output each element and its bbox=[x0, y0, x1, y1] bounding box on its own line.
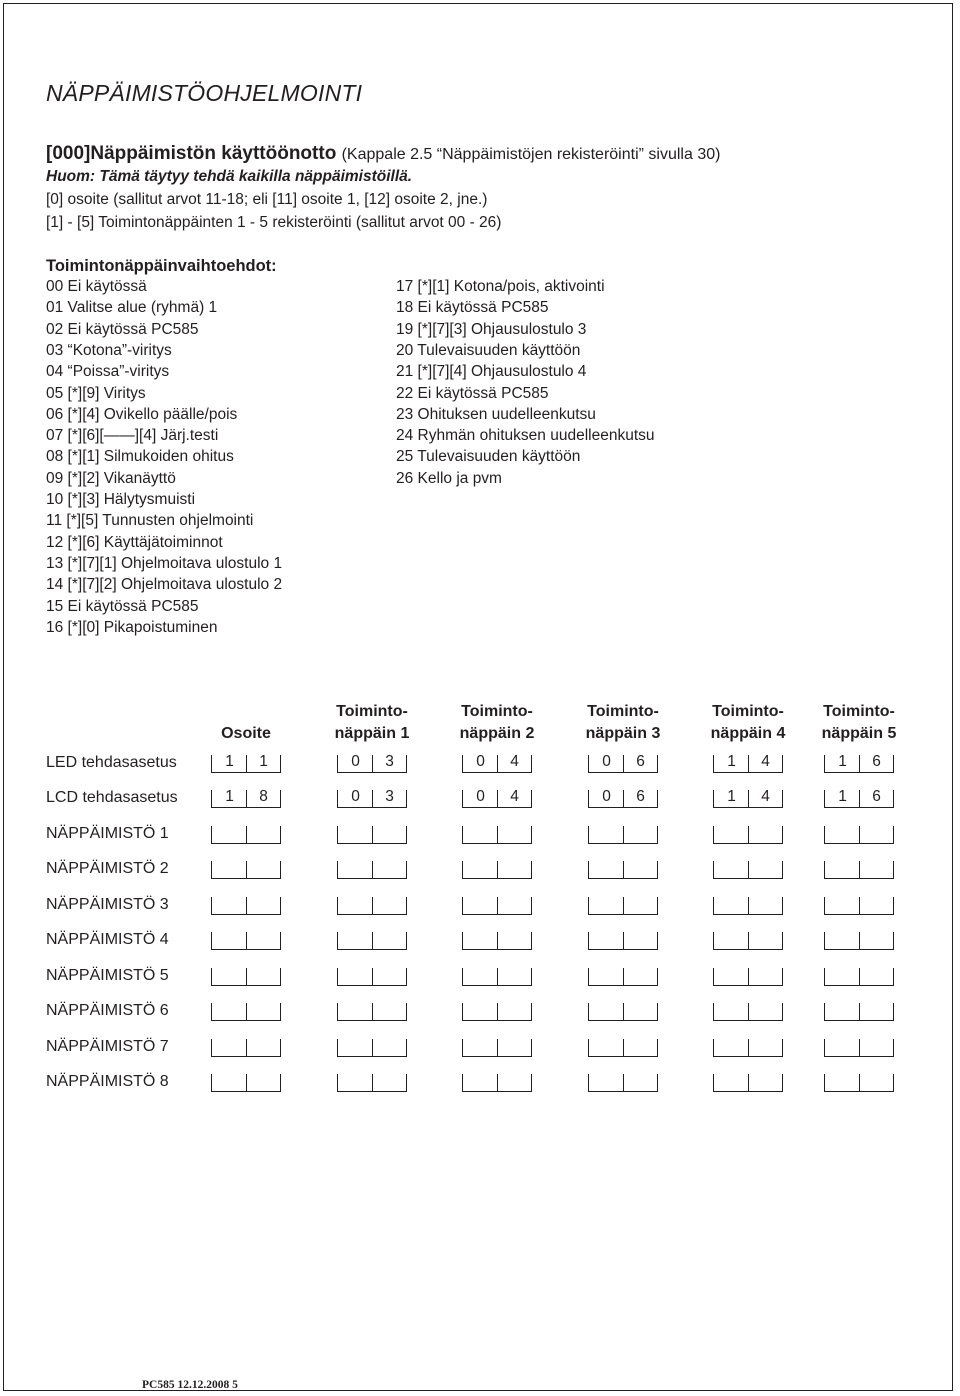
digit-slot[interactable] bbox=[713, 932, 749, 950]
digit-entry-field[interactable] bbox=[337, 1074, 407, 1092]
digit-value: 1 bbox=[838, 788, 847, 805]
digit-slot[interactable] bbox=[211, 826, 247, 844]
digit-entry-field[interactable] bbox=[337, 1003, 407, 1021]
digit-entry-field[interactable] bbox=[588, 968, 658, 986]
digit-slot[interactable] bbox=[824, 1074, 860, 1092]
digit-slot[interactable] bbox=[623, 790, 658, 808]
option-item: 22 Ei käytössä PC585 bbox=[396, 384, 549, 402]
digit-slot[interactable] bbox=[588, 1074, 624, 1092]
digit-slot[interactable] bbox=[211, 897, 247, 915]
digit-slot[interactable] bbox=[211, 1003, 247, 1021]
digit-slot[interactable] bbox=[824, 897, 860, 915]
digit-slot[interactable] bbox=[337, 1003, 373, 1021]
page-footer: PC585 12.12.2008 5 bbox=[142, 1379, 238, 1391]
options-heading: Toimintonäppäinvaihtoehdot: bbox=[46, 257, 277, 275]
section-note: Huom: Tämä täytyy tehdä kaikilla näppäimistöillä. bbox=[46, 168, 413, 185]
digit-slot[interactable] bbox=[246, 755, 281, 773]
digit-value: 6 bbox=[636, 788, 645, 805]
section-header bbox=[46, 143, 720, 165]
digit-slot[interactable] bbox=[859, 861, 894, 879]
digit-value: 0 bbox=[476, 753, 485, 770]
digit-slot[interactable] bbox=[859, 755, 894, 773]
digit-slot[interactable] bbox=[497, 1003, 532, 1021]
column-header-line2: näppäin 4 bbox=[710, 725, 786, 742]
digit-entry-field[interactable] bbox=[713, 861, 783, 879]
digit-slot[interactable] bbox=[748, 1003, 783, 1021]
digit-slot[interactable] bbox=[713, 861, 749, 879]
column-header bbox=[186, 701, 306, 745]
section-reference: (Kappale 2.5 “Näppäimistöjen rekisteröinti” sivulla 30) bbox=[341, 146, 721, 163]
option-item: 26 Kello ja pvm bbox=[396, 469, 502, 487]
option-item: 14 [*][7][2] Ohjelmoitava ulostulo 2 bbox=[46, 576, 283, 594]
digit-slot[interactable] bbox=[824, 826, 860, 844]
digit-slot[interactable] bbox=[588, 897, 624, 915]
column-header-line1 bbox=[186, 701, 306, 723]
digit-entry-field[interactable] bbox=[337, 932, 407, 950]
section-line-address: [0] osoite (sallitut arvot 11-18; eli [11] osoite 1, [12] osoite 2, jne.) bbox=[46, 191, 488, 208]
digit-slot[interactable] bbox=[462, 1074, 498, 1092]
digit-slot[interactable] bbox=[211, 1074, 247, 1092]
digit-slot[interactable] bbox=[497, 755, 532, 773]
digit-value: 0 bbox=[602, 788, 611, 805]
digit-slot[interactable] bbox=[859, 1039, 894, 1057]
page-title: NÄPPÄIMISTÖOHJELMOINTI bbox=[46, 80, 363, 106]
digit-entry-field[interactable] bbox=[462, 755, 532, 773]
digit-entry-field[interactable] bbox=[462, 1074, 532, 1092]
section-label: [000]Näppäimistön käyttöönotto bbox=[46, 143, 337, 164]
option-item: 18 Ei käytössä PC585 bbox=[396, 299, 549, 317]
option-item: 20 Tulevaisuuden käyttöön bbox=[396, 341, 581, 359]
digit-value: 0 bbox=[476, 788, 485, 805]
table-row-label: LED tehdasasetus bbox=[46, 754, 177, 771]
option-item: 02 Ei käytössä PC585 bbox=[46, 320, 199, 338]
digit-entry-field[interactable] bbox=[211, 826, 281, 844]
column-header-line1: Toiminto- bbox=[461, 703, 533, 720]
option-item: 13 [*][7][1] Ohjelmoitava ulostulo 1 bbox=[46, 554, 283, 572]
digit-entry-field[interactable] bbox=[588, 861, 658, 879]
digit-entry-field[interactable] bbox=[713, 1003, 783, 1021]
digit-value: 0 bbox=[351, 753, 360, 770]
column-header bbox=[688, 701, 808, 745]
column-header bbox=[799, 701, 919, 745]
option-item: 17 [*][1] Kotona/pois, aktivointi bbox=[396, 278, 605, 295]
digit-slot[interactable] bbox=[246, 932, 281, 950]
digit-entry-field[interactable] bbox=[588, 755, 658, 773]
digit-slot[interactable] bbox=[588, 1003, 624, 1021]
digit-slot[interactable] bbox=[748, 932, 783, 950]
option-item: 00 Ei käytössä bbox=[46, 278, 147, 295]
option-item: 21 [*][7][4] Ohjausulostulo 4 bbox=[396, 363, 587, 381]
digit-slot[interactable] bbox=[859, 790, 894, 808]
option-item: 04 “Poissa”-viritys bbox=[46, 363, 170, 381]
option-item: 19 [*][7][3] Ohjausulostulo 3 bbox=[396, 320, 587, 338]
column-header-line1: Toiminto- bbox=[587, 703, 659, 720]
digit-slot[interactable] bbox=[211, 1039, 247, 1057]
digit-entry-field[interactable] bbox=[824, 897, 894, 915]
digit-slot[interactable] bbox=[623, 826, 658, 844]
digit-slot[interactable] bbox=[337, 1074, 373, 1092]
digit-slot[interactable] bbox=[748, 790, 783, 808]
table-row-label: NÄPPÄIMISTÖ 4 bbox=[46, 931, 169, 948]
digit-slot[interactable] bbox=[372, 1039, 407, 1057]
digit-slot[interactable] bbox=[372, 932, 407, 950]
digit-entry-field[interactable] bbox=[337, 968, 407, 986]
digit-value: 6 bbox=[872, 788, 881, 805]
digit-entry-field[interactable] bbox=[462, 968, 532, 986]
table-row-label: NÄPPÄIMISTÖ 6 bbox=[46, 1002, 169, 1019]
digit-slot[interactable] bbox=[337, 861, 373, 879]
digit-slot[interactable] bbox=[824, 1003, 860, 1021]
column-header bbox=[563, 701, 683, 745]
column-header bbox=[437, 701, 557, 745]
digit-value: 6 bbox=[872, 753, 881, 770]
digit-slot[interactable] bbox=[497, 1074, 532, 1092]
digit-slot[interactable] bbox=[824, 861, 860, 879]
digit-value: 4 bbox=[761, 753, 770, 770]
digit-entry-field[interactable] bbox=[211, 861, 281, 879]
digit-slot[interactable] bbox=[211, 755, 247, 773]
digit-slot[interactable] bbox=[497, 1039, 532, 1057]
page-border bbox=[3, 3, 953, 1391]
digit-entry-field[interactable] bbox=[588, 1003, 658, 1021]
digit-slot[interactable] bbox=[211, 790, 247, 808]
digit-entry-field[interactable] bbox=[337, 790, 407, 808]
digit-slot[interactable] bbox=[623, 755, 658, 773]
digit-value: 3 bbox=[385, 788, 394, 805]
table-row-label: NÄPPÄIMISTÖ 7 bbox=[46, 1038, 169, 1055]
digit-slot[interactable] bbox=[246, 968, 281, 986]
table-row-label: LCD tehdasasetus bbox=[46, 789, 178, 806]
digit-entry-field[interactable] bbox=[713, 932, 783, 950]
digit-slot[interactable] bbox=[748, 826, 783, 844]
digit-entry-field[interactable] bbox=[713, 755, 783, 773]
digit-slot[interactable] bbox=[859, 1074, 894, 1092]
digit-slot[interactable] bbox=[372, 826, 407, 844]
digit-slot[interactable] bbox=[246, 1003, 281, 1021]
digit-slot[interactable] bbox=[623, 1003, 658, 1021]
digit-entry-field[interactable] bbox=[588, 790, 658, 808]
digit-value: 0 bbox=[351, 788, 360, 805]
digit-entry-field[interactable] bbox=[462, 861, 532, 879]
digit-slot[interactable] bbox=[372, 1074, 407, 1092]
digit-slot[interactable] bbox=[462, 1039, 498, 1057]
digit-slot[interactable] bbox=[497, 897, 532, 915]
digit-slot[interactable] bbox=[713, 1074, 749, 1092]
digit-entry-field[interactable] bbox=[588, 826, 658, 844]
column-header bbox=[312, 701, 432, 745]
digit-slot[interactable] bbox=[824, 932, 860, 950]
digit-entry-field[interactable] bbox=[211, 755, 281, 773]
digit-slot[interactable] bbox=[246, 897, 281, 915]
digit-slot[interactable] bbox=[372, 790, 407, 808]
digit-entry-field[interactable] bbox=[713, 790, 783, 808]
digit-entry-field[interactable] bbox=[824, 755, 894, 773]
digit-slot[interactable] bbox=[623, 1039, 658, 1057]
digit-entry-field[interactable] bbox=[337, 826, 407, 844]
digit-entry-field[interactable] bbox=[462, 1003, 532, 1021]
digit-slot[interactable] bbox=[246, 790, 281, 808]
option-item: 24 Ryhmän ohituksen uudelleenkutsu bbox=[396, 427, 655, 445]
digit-entry-field[interactable] bbox=[462, 932, 532, 950]
digit-entry-field[interactable] bbox=[824, 932, 894, 950]
digit-slot[interactable] bbox=[824, 968, 860, 986]
digit-slot[interactable] bbox=[337, 968, 373, 986]
digit-entry-field[interactable] bbox=[211, 1074, 281, 1092]
digit-entry-field[interactable] bbox=[337, 861, 407, 879]
digit-slot[interactable] bbox=[337, 897, 373, 915]
digit-slot[interactable] bbox=[372, 755, 407, 773]
digit-entry-field[interactable] bbox=[211, 790, 281, 808]
digit-slot[interactable] bbox=[748, 755, 783, 773]
section-line-function-keys: [1] - [5] Toimintonäppäinten 1 - 5 rekisteröinti (sallitut arvot 00 - 26) bbox=[46, 214, 502, 231]
digit-slot[interactable] bbox=[497, 932, 532, 950]
digit-slot[interactable] bbox=[588, 968, 624, 986]
option-item: 05 [*][9] Viritys bbox=[46, 384, 146, 402]
option-item: 01 Valitse alue (ryhmä) 1 bbox=[46, 299, 218, 317]
digit-value: 1 bbox=[727, 753, 736, 770]
digit-slot[interactable] bbox=[623, 861, 658, 879]
digit-entry-field[interactable] bbox=[211, 1039, 281, 1057]
digit-value: 4 bbox=[510, 788, 519, 805]
digit-value: 3 bbox=[385, 753, 394, 770]
table-row-label: NÄPPÄIMISTÖ 2 bbox=[46, 860, 169, 877]
digit-value: 1 bbox=[259, 753, 268, 770]
digit-slot[interactable] bbox=[462, 968, 498, 986]
digit-slot[interactable] bbox=[246, 826, 281, 844]
digit-entry-field[interactable] bbox=[824, 1039, 894, 1057]
column-header-line1: Toiminto- bbox=[336, 703, 408, 720]
digit-entry-field[interactable] bbox=[337, 897, 407, 915]
option-item: 23 Ohituksen uudelleenkutsu bbox=[396, 405, 596, 423]
digit-slot[interactable] bbox=[372, 861, 407, 879]
digit-slot[interactable] bbox=[372, 897, 407, 915]
digit-entry-field[interactable] bbox=[211, 1003, 281, 1021]
digit-entry-field[interactable] bbox=[462, 826, 532, 844]
digit-slot[interactable] bbox=[713, 826, 749, 844]
digit-entry-field[interactable] bbox=[462, 1039, 532, 1057]
digit-slot[interactable] bbox=[748, 861, 783, 879]
digit-entry-field[interactable] bbox=[713, 1039, 783, 1057]
digit-entry-field[interactable] bbox=[824, 1003, 894, 1021]
digit-slot[interactable] bbox=[824, 755, 860, 773]
digit-slot[interactable] bbox=[246, 1039, 281, 1057]
digit-slot[interactable] bbox=[211, 932, 247, 950]
digit-value: 6 bbox=[636, 753, 645, 770]
digit-entry-field[interactable] bbox=[211, 968, 281, 986]
digit-value: 8 bbox=[259, 788, 268, 805]
digit-value: 1 bbox=[225, 788, 234, 805]
option-item: 03 “Kotona”-viritys bbox=[46, 341, 172, 359]
digit-entry-field[interactable] bbox=[824, 861, 894, 879]
digit-entry-field[interactable] bbox=[211, 932, 281, 950]
digit-entry-field[interactable] bbox=[588, 897, 658, 915]
digit-slot[interactable] bbox=[588, 861, 624, 879]
table-row-label: NÄPPÄIMISTÖ 8 bbox=[46, 1073, 169, 1090]
digit-slot[interactable] bbox=[748, 968, 783, 986]
digit-value: 0 bbox=[602, 753, 611, 770]
digit-slot[interactable] bbox=[462, 826, 498, 844]
digit-slot[interactable] bbox=[748, 1039, 783, 1057]
option-item: 25 Tulevaisuuden käyttöön bbox=[396, 448, 581, 466]
option-item: 12 [*][6] Käyttäjätoiminnot bbox=[46, 533, 223, 551]
digit-value: 1 bbox=[225, 753, 234, 770]
column-header-line2: näppäin 3 bbox=[585, 725, 661, 742]
digit-entry-field[interactable] bbox=[462, 790, 532, 808]
digit-slot[interactable] bbox=[623, 932, 658, 950]
digit-slot[interactable] bbox=[588, 755, 624, 773]
column-header-line1: Toiminto- bbox=[712, 703, 784, 720]
digit-entry-field[interactable] bbox=[588, 1039, 658, 1057]
option-item: 10 [*][3] Hälytysmuisti bbox=[46, 491, 196, 508]
digit-entry-field[interactable] bbox=[824, 826, 894, 844]
digit-slot[interactable] bbox=[497, 826, 532, 844]
digit-slot[interactable] bbox=[623, 968, 658, 986]
column-header-line2: näppäin 2 bbox=[459, 725, 535, 742]
option-item: 08 [*][1] Silmukoiden ohitus bbox=[46, 448, 234, 466]
digit-entry-field[interactable] bbox=[824, 968, 894, 986]
table-row-label: NÄPPÄIMISTÖ 5 bbox=[46, 967, 169, 984]
column-header-line1: Toiminto- bbox=[823, 703, 895, 720]
digit-entry-field[interactable] bbox=[462, 897, 532, 915]
digit-entry-field[interactable] bbox=[713, 968, 783, 986]
digit-value: 1 bbox=[838, 753, 847, 770]
digit-slot[interactable] bbox=[211, 968, 247, 986]
digit-slot[interactable] bbox=[713, 1039, 749, 1057]
digit-slot[interactable] bbox=[497, 968, 532, 986]
digit-slot[interactable] bbox=[462, 755, 498, 773]
digit-slot[interactable] bbox=[497, 861, 532, 879]
digit-entry-field[interactable] bbox=[588, 1074, 658, 1092]
column-header-line2: näppäin 1 bbox=[334, 725, 410, 742]
option-item: 06 [*][4] Ovikello päälle/pois bbox=[46, 405, 238, 423]
digit-entry-field[interactable] bbox=[824, 790, 894, 808]
digit-slot[interactable] bbox=[713, 968, 749, 986]
digit-entry-field[interactable] bbox=[588, 932, 658, 950]
digit-slot[interactable] bbox=[337, 932, 373, 950]
digit-slot[interactable] bbox=[713, 790, 749, 808]
digit-slot[interactable] bbox=[462, 897, 498, 915]
digit-value: 1 bbox=[727, 788, 736, 805]
digit-slot[interactable] bbox=[713, 755, 749, 773]
digit-slot[interactable] bbox=[462, 1003, 498, 1021]
option-item: 07 [*][6][——][4] Järj.testi bbox=[46, 427, 219, 445]
digit-entry-field[interactable] bbox=[337, 755, 407, 773]
option-item: 11 [*][5] Tunnusten ohjelmointi bbox=[46, 512, 254, 530]
digit-slot[interactable] bbox=[713, 1003, 749, 1021]
digit-slot[interactable] bbox=[462, 932, 498, 950]
digit-entry-field[interactable] bbox=[211, 897, 281, 915]
digit-slot[interactable] bbox=[859, 826, 894, 844]
option-item: 16 [*][0] Pikapoistuminen bbox=[46, 618, 218, 636]
digit-slot[interactable] bbox=[337, 826, 373, 844]
digit-slot[interactable] bbox=[372, 968, 407, 986]
digit-slot[interactable] bbox=[588, 790, 624, 808]
table-row-label: NÄPPÄIMISTÖ 1 bbox=[46, 825, 169, 842]
digit-slot[interactable] bbox=[497, 790, 532, 808]
digit-value: 4 bbox=[510, 753, 519, 770]
digit-slot[interactable] bbox=[246, 1074, 281, 1092]
table-row-label: NÄPPÄIMISTÖ 3 bbox=[46, 896, 169, 913]
digit-slot[interactable] bbox=[859, 968, 894, 986]
digit-slot[interactable] bbox=[462, 861, 498, 879]
digit-slot[interactable] bbox=[623, 897, 658, 915]
digit-slot[interactable] bbox=[337, 1039, 373, 1057]
digit-slot[interactable] bbox=[462, 790, 498, 808]
digit-slot[interactable] bbox=[859, 897, 894, 915]
digit-slot[interactable] bbox=[337, 755, 373, 773]
digit-entry-field[interactable] bbox=[713, 1074, 783, 1092]
digit-slot[interactable] bbox=[588, 1039, 624, 1057]
digit-slot[interactable] bbox=[372, 1003, 407, 1021]
digit-slot[interactable] bbox=[588, 932, 624, 950]
digit-slot[interactable] bbox=[211, 861, 247, 879]
digit-slot[interactable] bbox=[824, 790, 860, 808]
digit-slot[interactable] bbox=[859, 1003, 894, 1021]
digit-slot[interactable] bbox=[623, 1074, 658, 1092]
option-item: 09 [*][2] Vikanäyttö bbox=[46, 469, 176, 487]
option-item: 15 Ei käytössä PC585 bbox=[46, 597, 199, 615]
digit-slot[interactable] bbox=[246, 861, 281, 879]
digit-slot[interactable] bbox=[859, 932, 894, 950]
digit-value: 4 bbox=[761, 788, 770, 805]
digit-entry-field[interactable] bbox=[713, 826, 783, 844]
column-header-line2: näppäin 5 bbox=[821, 725, 897, 742]
digit-entry-field[interactable] bbox=[824, 1074, 894, 1092]
digit-slot[interactable] bbox=[824, 1039, 860, 1057]
digit-slot[interactable] bbox=[337, 790, 373, 808]
column-header-line2: Osoite bbox=[221, 725, 271, 742]
digit-slot[interactable] bbox=[588, 826, 624, 844]
digit-entry-field[interactable] bbox=[337, 1039, 407, 1057]
digit-slot[interactable] bbox=[713, 897, 749, 915]
digit-slot[interactable] bbox=[748, 1074, 783, 1092]
digit-slot[interactable] bbox=[748, 897, 783, 915]
digit-entry-field[interactable] bbox=[713, 897, 783, 915]
